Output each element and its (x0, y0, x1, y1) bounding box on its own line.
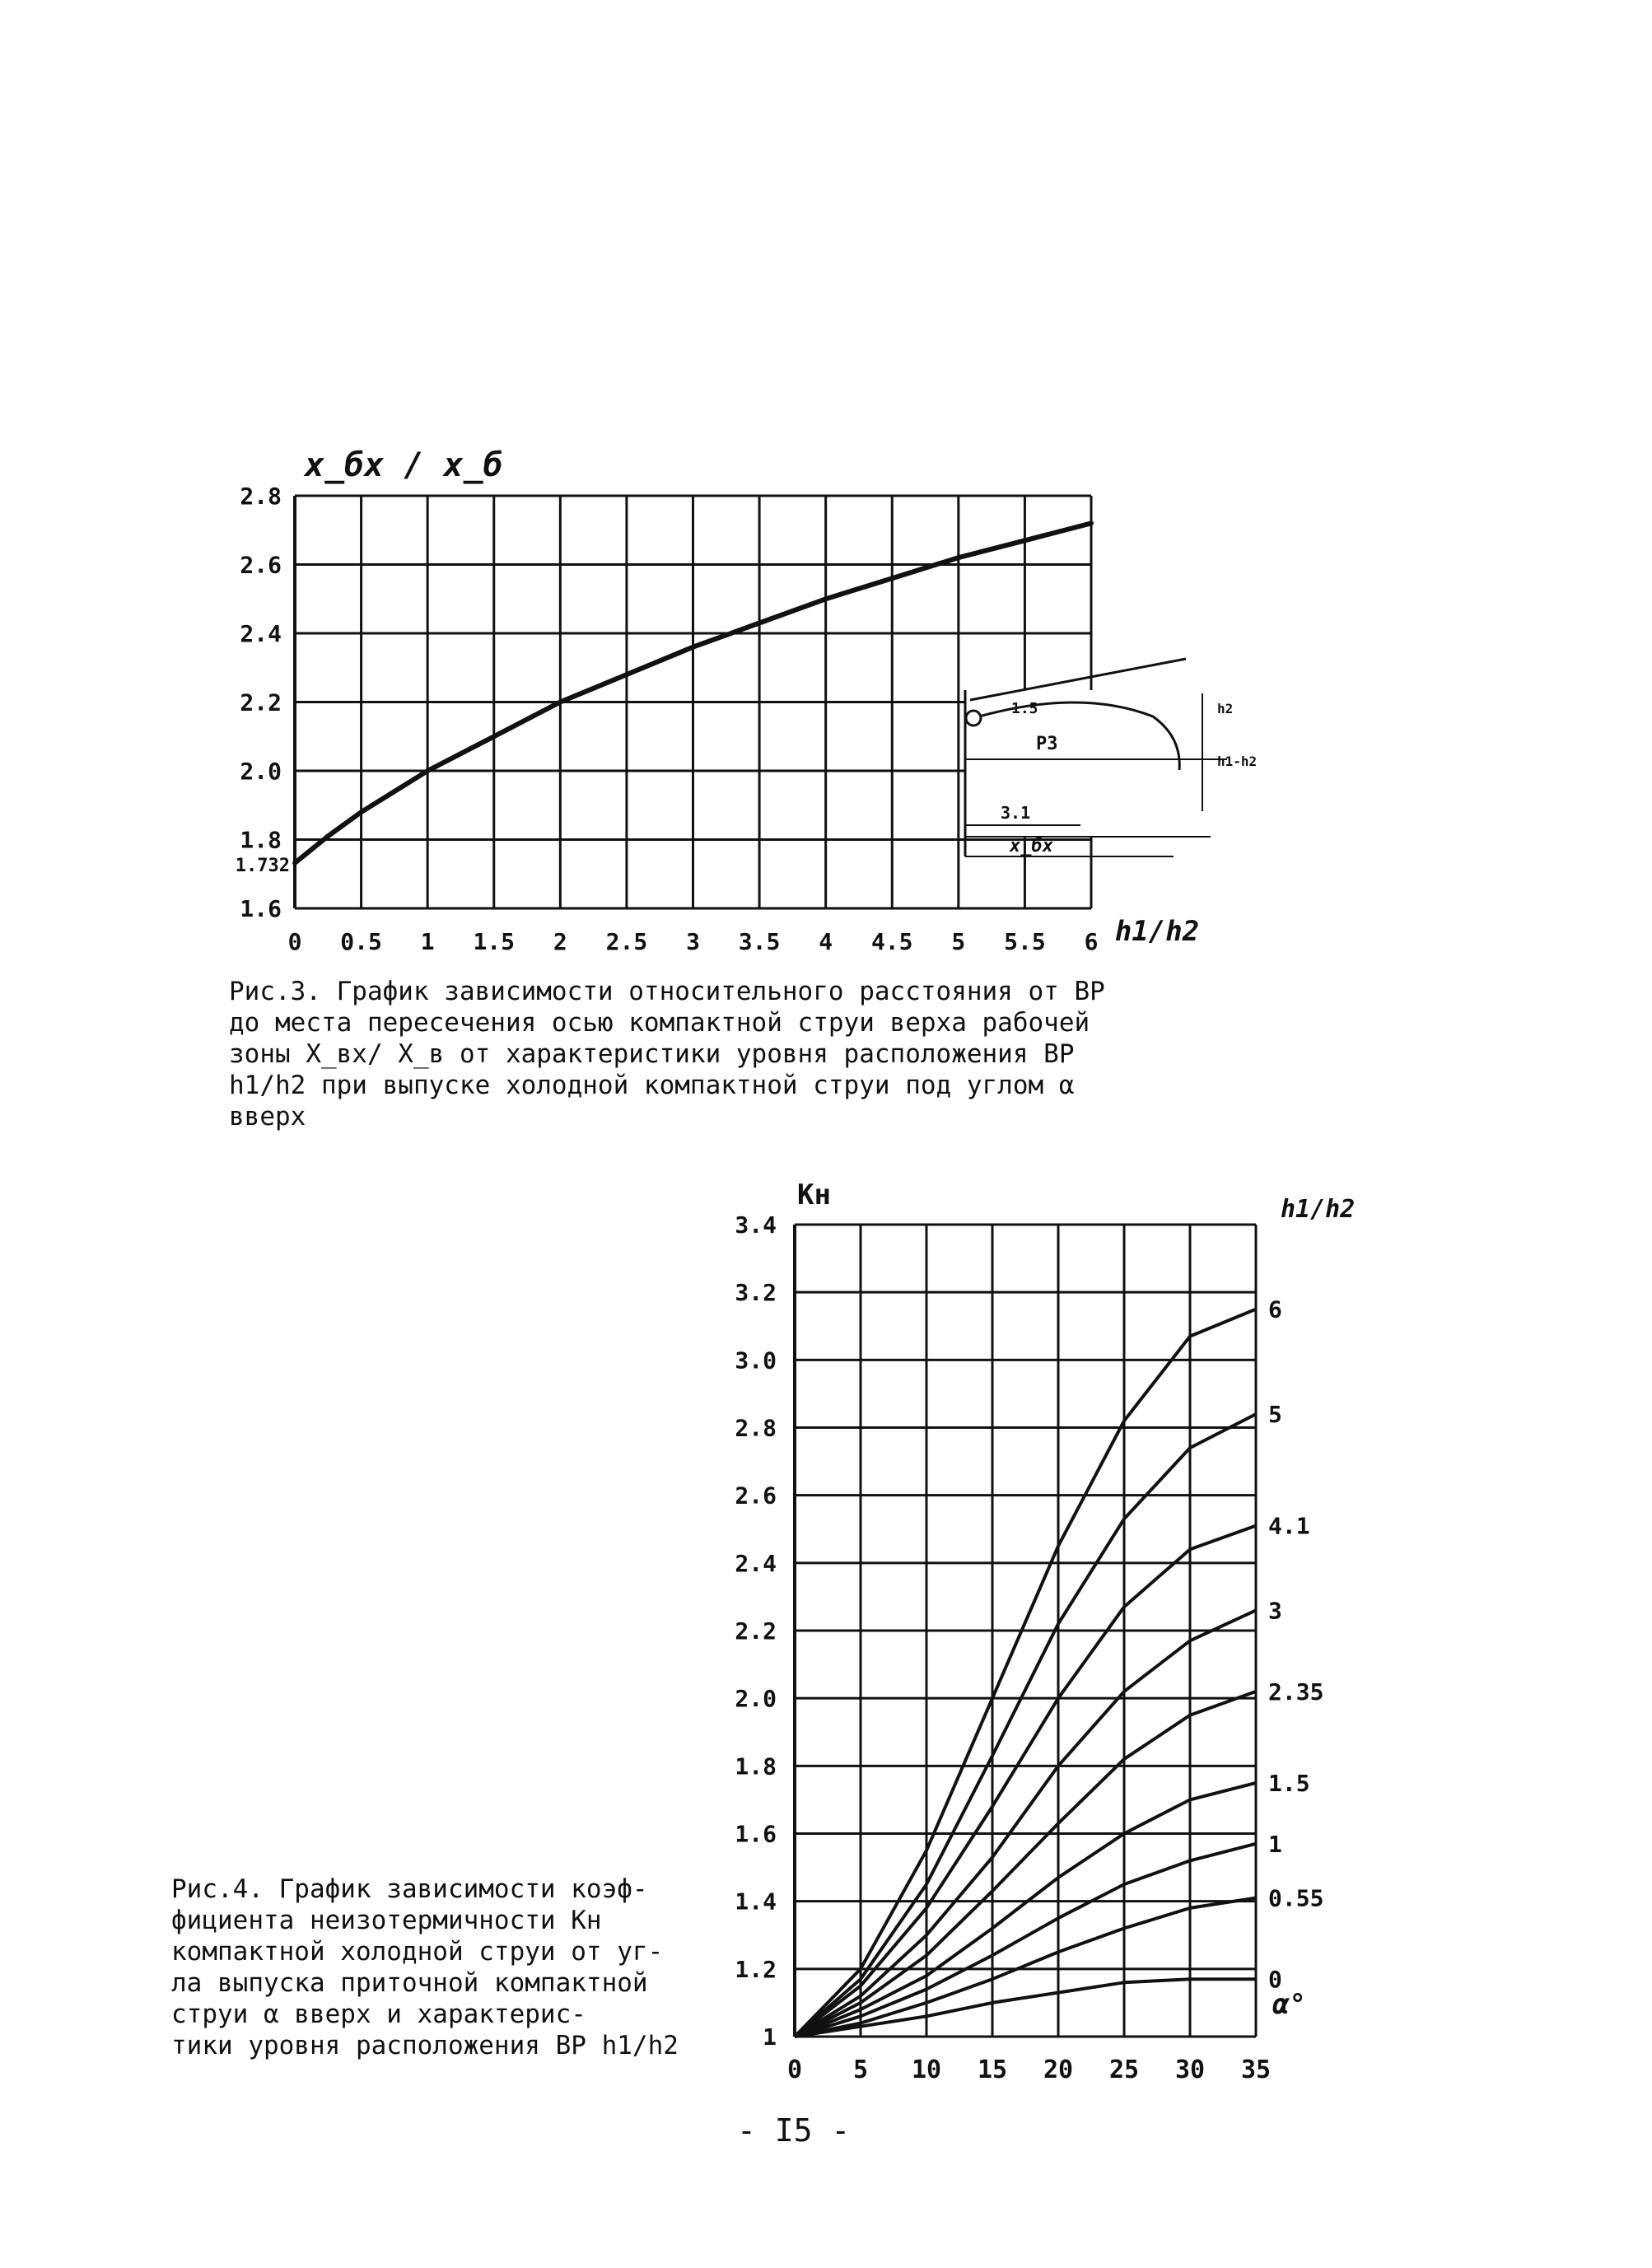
x-tick-label: 20 (1043, 2056, 1074, 2084)
y-axis-label: Kн (797, 1178, 831, 1211)
x-tick-label: 5.5 (1004, 928, 1046, 955)
y-tick-label: 2.0 (240, 758, 282, 785)
y-tick-label: 2.6 (735, 1482, 777, 1510)
y-tick-label: 3.2 (735, 1279, 777, 1307)
series-label: 4.1 (1268, 1512, 1310, 1540)
x-axis-label: α° (1272, 1988, 1306, 2021)
x-tick-label: 2 (553, 928, 567, 955)
x-tick-label: 1.5 (473, 928, 516, 955)
x-tick-label: 10 (911, 2056, 942, 2084)
y-axis-label: x_бх / x_б (305, 446, 503, 484)
y-tick-label: 1 (763, 2023, 777, 2051)
y-tick-label: 1.6 (240, 895, 282, 922)
x-tick-label: 25 (1108, 2056, 1140, 2084)
series-label: 3 (1268, 1597, 1282, 1625)
inset-label-dim: 3.1 (1001, 803, 1031, 823)
inset-label-x: x_бх (1010, 836, 1053, 856)
series-label: 0.55 (1268, 1884, 1324, 1912)
inset-label-h1-h2: h1-h2 (1217, 754, 1258, 769)
x-tick-label: 0 (287, 928, 302, 955)
series-line-h-5 (795, 1414, 1256, 2037)
series-label: 2.35 (1268, 1678, 1324, 1706)
series-label: 5 (1268, 1401, 1282, 1429)
x-axis-label: h1/h2 (1114, 915, 1200, 948)
series-line-h-6 (795, 1309, 1256, 2037)
y-tick-label: 2.2 (240, 688, 282, 716)
right-axis-label: h1/h2 (1281, 1195, 1356, 1224)
x-tick-label: 30 (1174, 2056, 1206, 2084)
x-tick-label: 1 (420, 928, 435, 955)
inset-label-h2: h2 (1217, 701, 1234, 716)
figure-3-caption: Рис.3. График зависимости относительного расстояния от ВР до места пересечения осью компактной струи верха рабочей зоны Х_вх/ Х_в от характеристики уровня расположения ВР h1/h2 при выпуске холодной компактной струи под углом α вверх (229, 977, 1105, 1132)
x-tick-label: 4.5 (870, 928, 913, 955)
y-tick-label: 2.4 (735, 1549, 777, 1577)
y-tick-label: 2.8 (240, 483, 282, 510)
page-number: - I5 - (737, 2112, 851, 2149)
y-tick-label: 2.2 (735, 1617, 777, 1645)
x-tick-label: 5 (852, 2056, 869, 2084)
inset-label-p3: P3 (1036, 734, 1058, 754)
y-tick-label: 3.4 (735, 1211, 777, 1239)
series-label: 1 (1268, 1830, 1282, 1858)
inset-air-inlet (966, 711, 981, 726)
jet-schematic-inset (965, 659, 1257, 856)
series-line-h-2.35 (795, 1692, 1256, 2037)
y-tick-label: 2.4 (240, 620, 282, 647)
x-tick-label: 2.5 (605, 928, 648, 955)
x-tick-label: 35 (1240, 2056, 1272, 2084)
x-tick-label: 15 (977, 2056, 1008, 2084)
y-tick-label: 1.6 (735, 1820, 777, 1848)
y-tick-label: 1.8 (735, 1752, 777, 1780)
inset-label-angle: 1.5 (1011, 700, 1038, 717)
x-tick-label: 0.5 (340, 928, 382, 955)
figure-4-caption: Рис.4. График зависимости коэф- фициента неизотермичности Kн компактной холодной струи от уг- ла выпуска приточной компактной струи α вверх и характерис- тики уровня расположения ВР h1/h2 (171, 1874, 679, 2060)
y-tick-label: 1.4 (735, 1888, 777, 1916)
x-tick-label: 3.5 (738, 928, 781, 955)
x-tick-label: 4 (819, 928, 833, 955)
series-label: 6 (1268, 1295, 1282, 1323)
x-tick-label: 0 (786, 2056, 803, 2084)
series-label: 0 (1268, 1966, 1282, 1994)
series-label: 1.5 (1268, 1769, 1310, 1797)
y-tick-label-extra: 1.732 (235, 855, 290, 876)
y-tick-label: 1.8 (240, 826, 282, 854)
x-tick-label: 6 (1084, 928, 1099, 955)
x-tick-label: 3 (686, 928, 700, 955)
y-tick-label: 2.8 (735, 1414, 777, 1442)
y-tick-label: 2.0 (735, 1685, 777, 1713)
y-tick-label: 2.6 (240, 551, 282, 579)
chart-kn-vs-angle (735, 1178, 1355, 2084)
x-tick-label: 5 (951, 928, 966, 955)
y-tick-label: 1.2 (735, 1955, 777, 1983)
y-tick-label: 3.0 (735, 1346, 777, 1374)
